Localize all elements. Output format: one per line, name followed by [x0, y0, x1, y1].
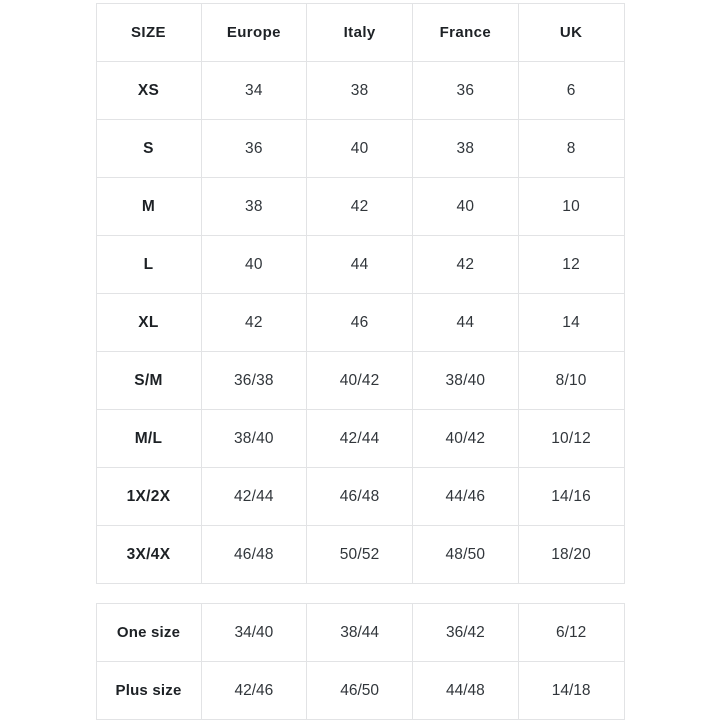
table-cell-france: 40 — [413, 178, 519, 236]
table-cell-italy: 40 — [307, 120, 413, 178]
table-cell-france: 40/42 — [413, 410, 519, 468]
table-cell-italy: 50/52 — [307, 526, 413, 584]
table-cell-italy: 44 — [307, 236, 413, 294]
row-header-size: 3X/4X — [96, 526, 201, 584]
table-cell-uk: 10 — [518, 178, 624, 236]
table-header — [96, 4, 624, 62]
column-header-size: SIZE — [96, 4, 201, 62]
row-header-size: S — [96, 120, 201, 178]
table-cell-france: 36/42 — [413, 604, 519, 662]
table-row — [96, 178, 624, 236]
table-cell-europe: 38 — [201, 178, 307, 236]
table-cell-europe: 42 — [201, 294, 307, 352]
table-cell-italy: 42 — [307, 178, 413, 236]
row-header-size: XS — [96, 62, 201, 120]
table-cell-france: 42 — [413, 236, 519, 294]
column-header-europe: Europe — [201, 4, 307, 62]
table-cell-uk: 14/18 — [518, 662, 624, 720]
row-header-size: M — [96, 178, 201, 236]
table-row — [96, 236, 624, 294]
row-header-size: 1X/2X — [96, 468, 201, 526]
table-cell-europe: 36 — [201, 120, 307, 178]
row-header-one-size: One size — [96, 604, 201, 662]
table-cell-italy: 38 — [307, 62, 413, 120]
column-header-france: France — [413, 4, 519, 62]
table-cell-europe: 36/38 — [201, 352, 307, 410]
table-cell-uk: 8/10 — [518, 352, 624, 410]
table-cell-france: 36 — [413, 62, 519, 120]
table-cell-europe: 42/44 — [201, 468, 307, 526]
table-cell-france: 48/50 — [413, 526, 519, 584]
table-cell-france: 44/46 — [413, 468, 519, 526]
table-cell-europe: 38/40 — [201, 410, 307, 468]
table-cell-europe: 34/40 — [201, 604, 307, 662]
size-conversion-table — [96, 3, 625, 584]
table-cell-italy: 40/42 — [307, 352, 413, 410]
table-row — [96, 662, 624, 720]
table-cell-europe: 40 — [201, 236, 307, 294]
table-cell-italy: 46 — [307, 294, 413, 352]
table-row — [96, 604, 624, 662]
table-cell-uk: 6 — [518, 62, 624, 120]
column-header-uk: UK — [518, 4, 624, 62]
table-row — [96, 62, 624, 120]
row-header-size: M/L — [96, 410, 201, 468]
table-row — [96, 410, 624, 468]
table-cell-france: 38 — [413, 120, 519, 178]
table-cell-uk: 14/16 — [518, 468, 624, 526]
row-header-size: L — [96, 236, 201, 294]
table-cell-uk: 10/12 — [518, 410, 624, 468]
row-header-size: S/M — [96, 352, 201, 410]
table-cell-france: 38/40 — [413, 352, 519, 410]
table-row — [96, 526, 624, 584]
table-cell-europe: 46/48 — [201, 526, 307, 584]
extra-table-body — [96, 604, 624, 720]
table-cell-italy: 46/50 — [307, 662, 413, 720]
one-size-table — [96, 603, 625, 720]
table-header-row — [96, 4, 624, 62]
table-cell-uk: 18/20 — [518, 526, 624, 584]
table-cell-italy: 46/48 — [307, 468, 413, 526]
table-row — [96, 294, 624, 352]
table-cell-france: 44/48 — [413, 662, 519, 720]
table-body — [96, 62, 624, 584]
table-cell-europe: 34 — [201, 62, 307, 120]
table-cell-italy: 38/44 — [307, 604, 413, 662]
table-cell-uk: 6/12 — [518, 604, 624, 662]
table-row — [96, 352, 624, 410]
table-cell-italy: 42/44 — [307, 410, 413, 468]
row-header-plus-size: Plus size — [96, 662, 201, 720]
table-cell-uk: 14 — [518, 294, 624, 352]
row-header-size: XL — [96, 294, 201, 352]
table-cell-europe: 42/46 — [201, 662, 307, 720]
column-header-italy: Italy — [307, 4, 413, 62]
table-cell-uk: 12 — [518, 236, 624, 294]
table-row — [96, 120, 624, 178]
table-cell-france: 44 — [413, 294, 519, 352]
table-cell-uk: 8 — [518, 120, 624, 178]
table-row — [96, 468, 624, 526]
